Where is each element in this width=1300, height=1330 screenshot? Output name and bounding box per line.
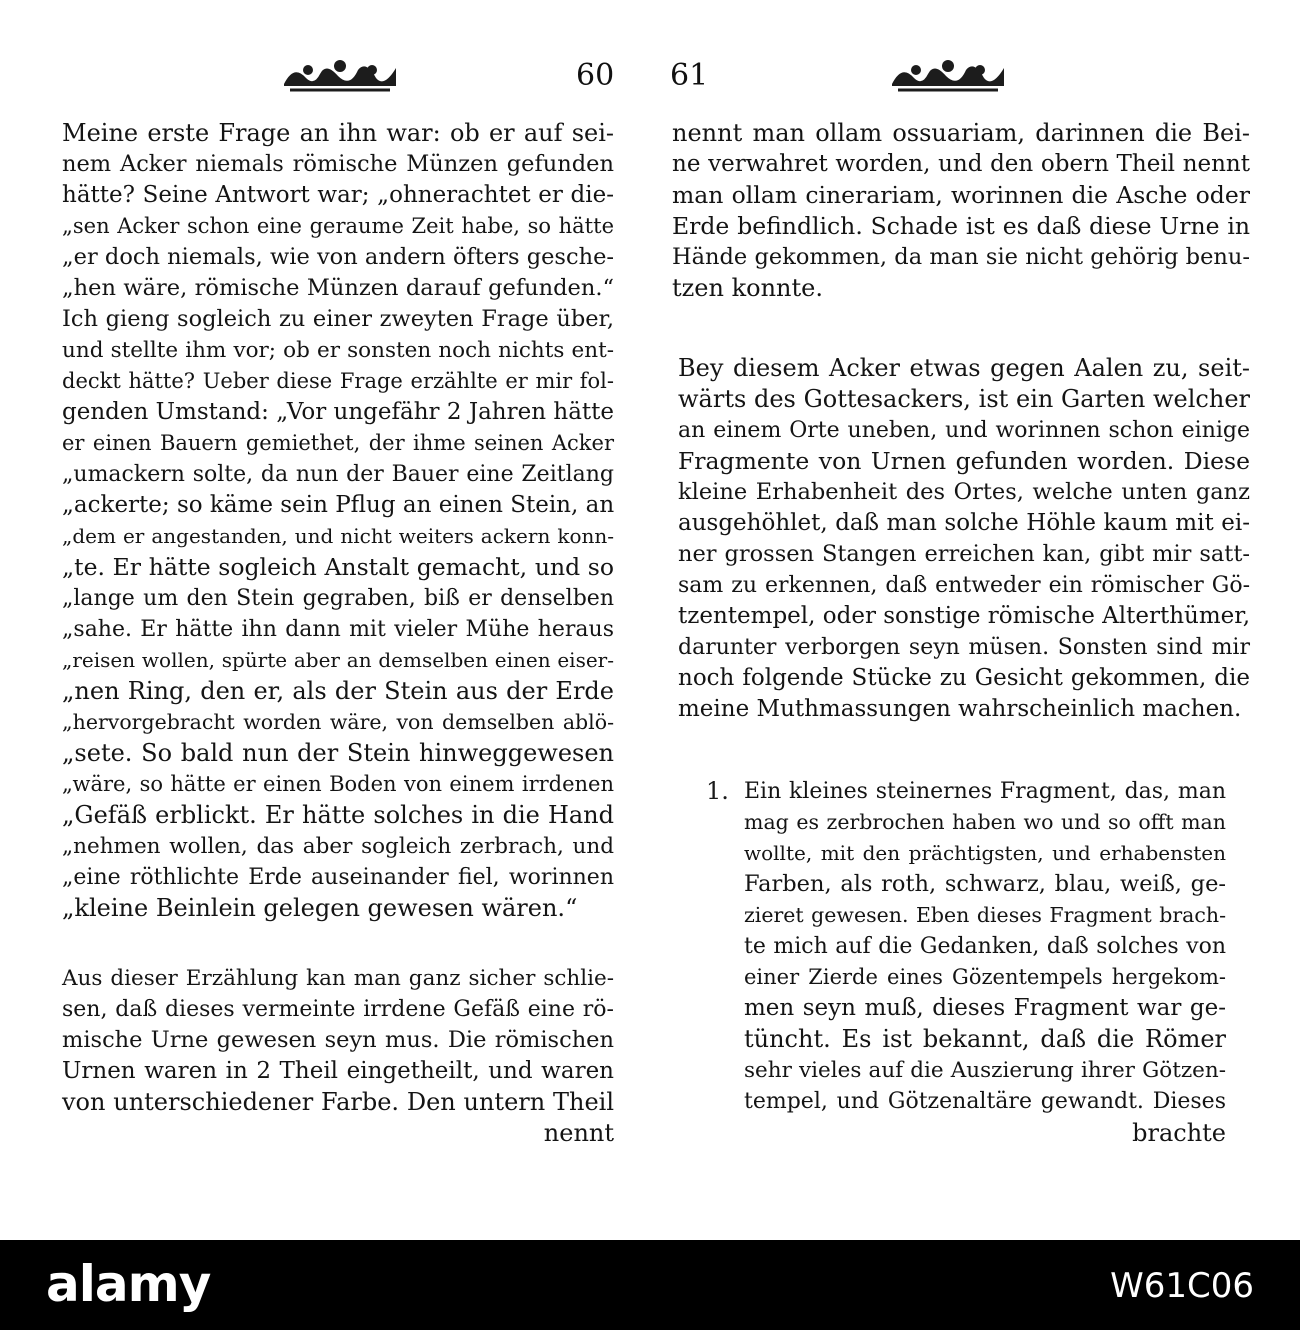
text-line: einer Zierde eines Gözentempels hergekom- xyxy=(744,965,1226,989)
text-line: „Gefäß erblickt. Er hätte solches in die Hand xyxy=(62,801,614,829)
text-line: sen, daß dieses vermeinte irrdene Gefäß eine rö- xyxy=(62,997,614,1022)
watermark-footer xyxy=(0,1240,1300,1330)
headpiece-ornament-icon xyxy=(888,56,1008,96)
text-line: darunter verborgen seyn müsen. Sonsten sind mir xyxy=(678,635,1250,660)
right-paragraph-2 xyxy=(678,353,1250,725)
text-line: „er doch niemals, wie von andern öfters gesche- xyxy=(62,244,614,270)
text-line: und stellte ihm vor; ob er sonsten noch nichts ent- xyxy=(62,338,614,363)
text-line: „hen wäre, römische Münzen darauf gefunden.“ xyxy=(62,275,614,301)
text-line: men seyn muß, dieses Fragment war ge- xyxy=(744,995,1226,1021)
catchword-left xyxy=(62,1118,614,1149)
text-line: kleine Erhabenheit des Ortes, welche unten ganz xyxy=(678,479,1250,505)
text-line: mag es zerbrochen haben wo und so offt man xyxy=(744,810,1226,834)
page-number-left: 60 xyxy=(576,58,615,93)
text-line: er einen Bauern gemiethet, der ihme seinen Acker xyxy=(62,431,614,455)
catchword: brachte xyxy=(1132,1119,1226,1147)
text-line: meine Muthmassungen wahrscheinlich machen. xyxy=(678,696,1242,722)
text-line: man ollam cinerariam, worinnen die Asche oder xyxy=(672,181,1250,209)
text-line: „te. Er hätte sogleich Anstalt gemacht, und so xyxy=(62,553,614,581)
text-line: „reisen wollen, spürte aber an demselben einen eiser- xyxy=(62,648,614,672)
list-item-1 xyxy=(744,776,1226,1117)
text-line: genden Umstand: „Vor ungefähr 2 Jahren hätte xyxy=(62,399,614,425)
page-number-right: 61 xyxy=(670,58,709,93)
right-page xyxy=(650,0,1300,1240)
text-line: tzen konnte. xyxy=(672,274,823,302)
text-line: Farben, als roth, schwarz, blau, weiß, ge- xyxy=(744,871,1226,897)
text-line: „sahe. Er hätte ihn dann mit vieler Mühe heraus xyxy=(62,617,614,642)
text-line: „kleine Beinlein gelegen gewesen wären.“ xyxy=(62,894,578,922)
left-page xyxy=(0,0,650,1240)
text-line: ner grossen Stangen erreichen kan, gibt mir satt- xyxy=(678,541,1250,567)
text-line: Fragmente von Urnen gefunden worden. Diese xyxy=(678,447,1250,475)
text-line: Ein kleines steinernes Fragment, das, man xyxy=(744,779,1226,804)
text-line: wärts des Gottesackers, ist ein Garten welcher xyxy=(678,385,1250,413)
headpiece-ornament-icon xyxy=(280,56,400,96)
text-line: Aus dieser Erzählung kan man ganz sicher schlie- xyxy=(62,966,614,991)
text-line: „dem er angestanden, und nicht weiters ackern konn- xyxy=(62,524,614,548)
text-line: nennt man ollam ossuariam, darinnen die Bei- xyxy=(672,119,1250,147)
text-line: an einem Orte uneben, und worinnen schon einige xyxy=(678,418,1250,443)
text-line: ne verwahret worden, und den obern Theil nennt xyxy=(672,151,1250,177)
right-paragraph-1 xyxy=(672,118,1250,304)
text-line: Bey diesem Acker etwas gegen Aalen zu, seit- xyxy=(678,354,1250,382)
text-line: deckt hätte? Ueber diese Frage erzählte er mir fol- xyxy=(62,369,614,393)
text-line: tempel, und Götzenaltäre gewandt. Dieses xyxy=(744,1089,1226,1114)
text-line: „nehmen wollen, das aber sogleich zerbrach, und xyxy=(62,834,614,859)
text-line: „nen Ring, den er, als der Stein aus der Erde xyxy=(62,677,614,705)
left-paragraph-2 xyxy=(62,963,614,1118)
text-line: Hände gekommen, da man sie nicht gehörig benu- xyxy=(672,244,1250,270)
text-line: zieret gewesen. Eben dieses Fragment brach- xyxy=(744,903,1226,927)
text-line: hätte? Seine Antwort war; „ohnerachtet er die- xyxy=(62,182,614,208)
left-paragraph-1 xyxy=(62,118,614,924)
stock-image-id: W61C06 xyxy=(1110,1266,1254,1306)
text-line: „umackern solte, da nun der Bauer eine Zeitlang xyxy=(62,462,614,487)
text-line: Meine erste Frage an ihn war: ob er auf sei- xyxy=(62,119,614,147)
text-line: von unterschiedener Farbe. Den untern Theil xyxy=(62,1088,614,1116)
text-line: „hervorgebracht worden wäre, von demselben ablö- xyxy=(62,710,614,734)
text-line: „eine röthlichte Erde auseinander fiel, worinnen xyxy=(62,865,614,890)
text-line: sehr vieles auf die Auszierung ihrer Götzen- xyxy=(744,1058,1226,1083)
text-line: noch folgende Stücke zu Gesicht gekommen, die xyxy=(678,665,1250,691)
watermark-brand: alamy xyxy=(46,1255,211,1313)
catchword: nennt xyxy=(543,1119,614,1147)
text-line: „ackerte; so käme sein Pflug an einen Stein, an xyxy=(62,492,615,518)
text-line: wollte, mit den prächtigsten, und erhabensten xyxy=(744,841,1226,865)
list-item-number: 1. xyxy=(706,777,729,805)
text-line: sam zu erkennen, daß entweder ein römischer Gö- xyxy=(678,573,1250,598)
text-line: Urnen waren in 2 Theil eingetheilt, und waren xyxy=(62,1058,614,1084)
catchword-right xyxy=(744,1118,1226,1149)
text-line: „sete. So bald nun der Stein hinweggewesen xyxy=(62,739,614,767)
text-line: mische Urne gewesen seyn mus. Die römischen xyxy=(62,1027,614,1053)
text-line: „wäre, so hätte er einen Boden von einem irrdenen xyxy=(62,772,614,796)
text-line: „lange um den Stein gegraben, biß er denselben xyxy=(62,586,614,611)
text-line: tzentempel, oder sonstige römische Alterthümer, xyxy=(678,603,1251,629)
text-line: „sen Acker schon eine geraume Zeit habe, so hätte xyxy=(62,214,614,238)
text-line: te mich auf die Gedanken, daß solches von xyxy=(744,934,1226,959)
text-line: Erde befindlich. Schade ist es daß diese Urne in xyxy=(672,212,1250,240)
text-line: tüncht. Es ist bekannt, daß die Römer xyxy=(744,1025,1226,1053)
text-line: ausgehöhlet, daß man solche Höhle kaum mit ei- xyxy=(678,510,1250,536)
text-line: Ich gieng sogleich zu einer zweyten Frage über, xyxy=(62,306,614,332)
text-line: nem Acker niemals römische Münzen gefunden xyxy=(62,151,614,177)
